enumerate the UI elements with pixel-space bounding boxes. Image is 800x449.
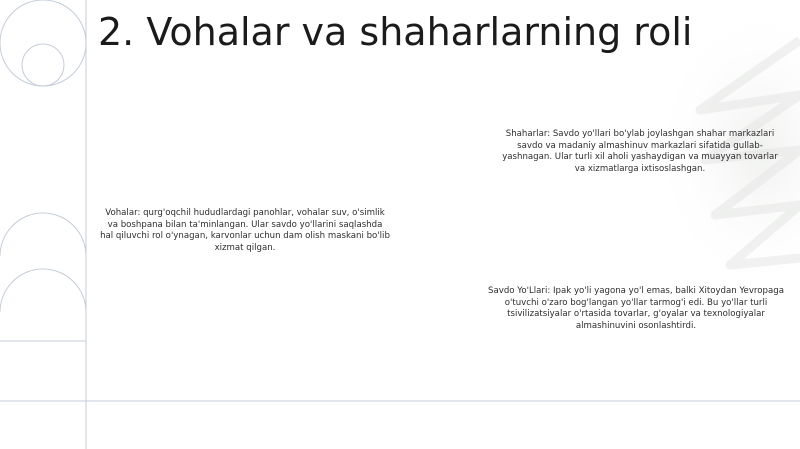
paragraph-shaharlar: Shaharlar: Savdo yo'llari bo'ylab joylashgan shahar markazlari savdo va madaniy almashinuv markazlari sifatida gullab-yashnagan. Ular turli xil aholi yashaydigan va muayyan tovarlar va xizmatlarga ixtisoslashgan. [502,129,778,174]
slide-title: 2. Vohalar va shaharlarning roli [98,10,693,54]
deco-arch-lower [0,269,86,312]
deco-circle-small [22,44,64,86]
deco-arch-upper [0,213,86,341]
paragraph-savdo-yollari: Savdo Yo'Llari: Ipak yo'li yagona yo'l emas, balki Xitoydan Yevropaga o'tuvchi o'zaro bog'langan yo'llar tarmog'i edi. Bu yo'llar turli tsivilizatsiyalar o'rtasida tovarlar, g'oyalar va texnologiyalar almashinuvini osonlashtirdi. [488,286,784,331]
deco-circle-large [0,0,86,86]
paragraph-vohalar: Vohalar: qurg'oqchil hududlardagi panohlar, vohalar suv, o'simlik va boshpana bilan ta'minlangan. Ular savdo yo'llarini saqlashda hal qiluvchi rol o'ynagan, karvonlar uchun dam olish maskani bo'lib xizmat qilgan. [100,208,390,253]
